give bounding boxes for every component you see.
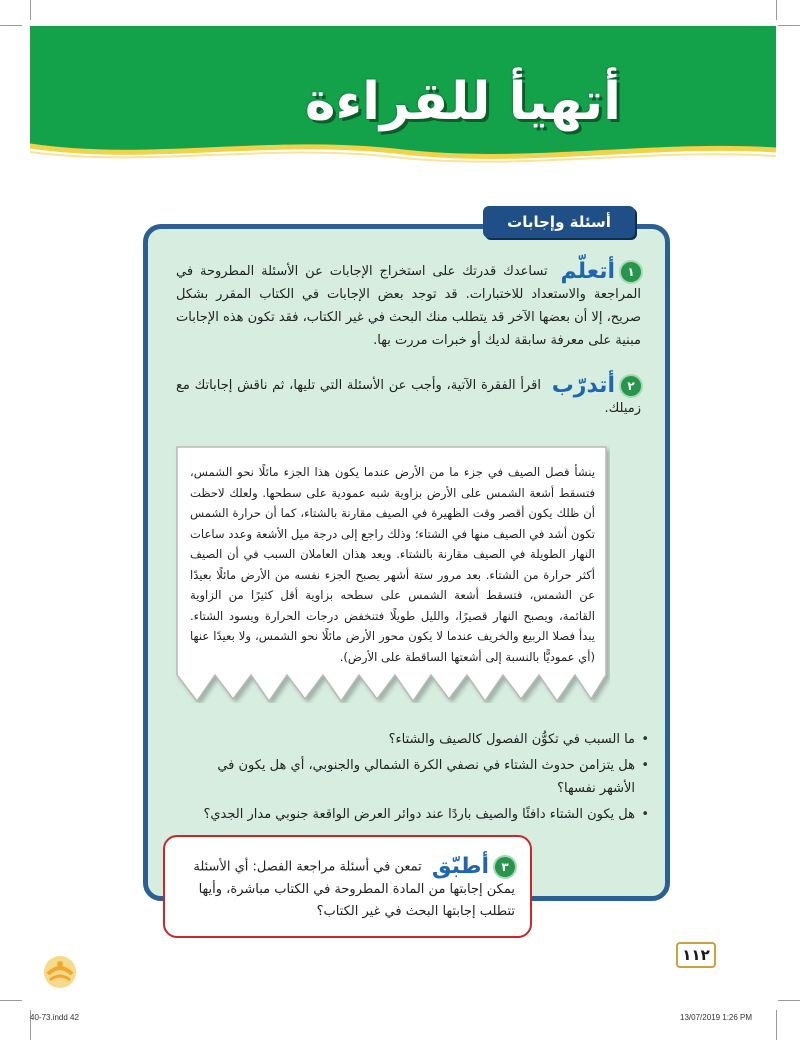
- apply-section: [180, 856, 515, 923]
- crop-mark: [30, 0, 31, 20]
- crop-mark: [776, 0, 777, 20]
- question-item: • هل يتزامن حدوث الشتاء في نصفي الكرة الشمالي والجنوبي، أي هل يكون في الأشهر نفسها؟: [180, 754, 635, 800]
- apply-text: تمعن في أسئلة مراجعة الفصل: أي الأسئلة يمكن إجابتها من المادة المطروحة في الكتاب مباشرة، وأيها تتطلب إجابتها البحث في غير الكتاب؟: [193, 859, 515, 919]
- step-number-badge: ٢: [621, 376, 641, 396]
- passage-text: ينشأ فصل الصيف في جزء ما من الأرض عندما يكون هذا الجزء مائلًا نحو الشمس، فتسقط أشعة الشمس على الأرض بزاوية شبه عمودية على سطحها. ولعلك لاحظت أن ظلك يكون أقصر وقت الظهيرة في الصيف مقارنة بالشتاء، كما أن حرارة الشمس تكون أشد في الصيف منها في الشتاء؛ وذلك راجع إلى درجة ميل الأشعة وعدد ساعات النهار الطويلة في الصيف مقارنة بالشتاء. ويعد هذان العاملان السبب في أن الصيف أكثر حرارة من الشتاء. بعد مرور ستة أشهر يصبح الجزء نفسه من الأرض مائلًا بعيدًا عن الشمس، فتسقط أشعة الشمس على سطحه بزاوية أقل كثيرًا من الزاوية القائمة، ويصبح النهار قصيرًا، والليل طويلًا فتنخفض درجات الحرارة ويسود الشتاء. يبدأ فصلا الربيع والخريف عندما لا يكون محور الأرض مائلًا نحو الشمس، ولا بعيدًا عنها (أي عموديًّا بالنسبة إلى أشعتها الساقطة على الأرض).: [190, 465, 595, 664]
- question-item: • ما السبب في تكوُّن الفصول كالصيف والشتاء؟: [180, 728, 635, 751]
- footer-filename: 40-73.indd 42: [30, 1013, 79, 1022]
- header-banner: [30, 26, 776, 154]
- practice-section: [176, 374, 641, 420]
- step-number-badge: ١: [621, 262, 641, 282]
- banner-wave-decoration: [30, 140, 776, 170]
- learn-section: [176, 260, 641, 352]
- footer-timestamp: 13/07/2019 1:26 PM: [680, 1013, 753, 1022]
- page-title: أتهيأ للقراءة: [304, 72, 621, 132]
- question-item: • هل يكون الشتاء دافئًا والصيف باردًا عند دوائر العرض الواقعة جنوبي مدار الجدي؟: [180, 803, 635, 826]
- publisher-logo-icon: [40, 952, 80, 992]
- practice-keyword: أتدرّب: [551, 373, 615, 398]
- page-number: ١١٢: [676, 942, 716, 968]
- practice-text: اقرأ الفقرة الآتية، وأجب عن الأسئلة التي تليها، ثم ناقش إجاباتك مع زميلك.: [176, 378, 641, 416]
- crop-mark: [778, 25, 800, 26]
- section-tab: أسئلة وإجابات: [483, 206, 635, 238]
- crop-mark: [0, 1000, 22, 1001]
- crop-mark: [0, 25, 22, 26]
- crop-mark: [778, 1000, 800, 1001]
- apply-keyword: أطبّق: [431, 854, 489, 879]
- step-number-badge: ٣: [495, 857, 515, 877]
- learn-text: تساعدك قدرتك على استخراج الإجابات عن الأسئلة المطروحة في المراجعة والاستعداد للاختبارات. قد توجد بعض الإجابات في الكتاب المقرر بشكل صريح، إلا أن بعضها الآخر قد يتطلب منك البحث في غير الكتاب، فقد تكون هذه الإجابات مبنية على معرفة سابقة لديك أو خبرات مررت بها.: [176, 264, 641, 348]
- learn-keyword: أتعلّم: [560, 259, 615, 284]
- crop-mark: [776, 1010, 777, 1040]
- questions-list: [180, 728, 651, 829]
